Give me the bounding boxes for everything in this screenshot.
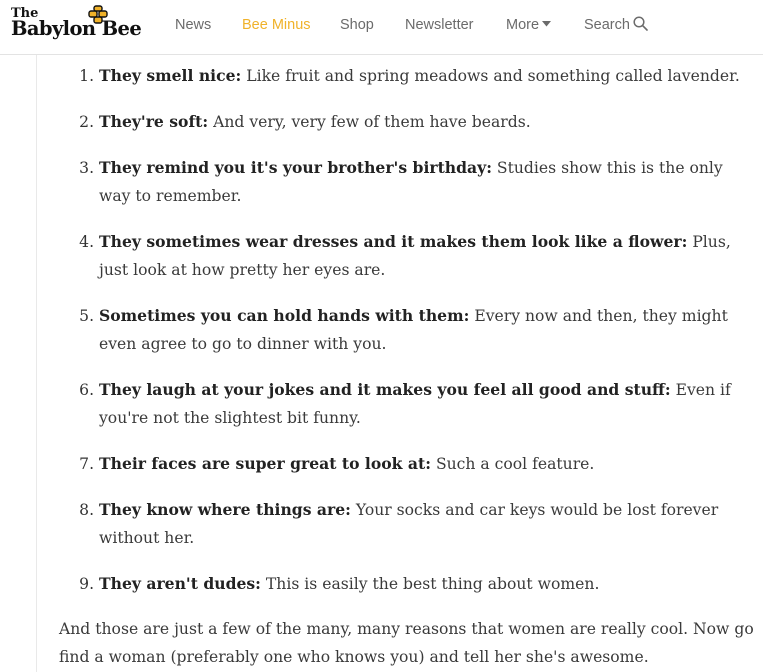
search-icon [633, 16, 648, 31]
reason-title: They smell nice: [99, 66, 242, 85]
list-item [99, 496, 759, 552]
reason-text: Such a cool feature. [435, 455, 595, 473]
list-item [99, 228, 759, 284]
nav-bee-minus[interactable]: Bee Minus [242, 17, 311, 33]
site-header [0, 0, 763, 55]
reason-title: They're soft: [99, 112, 209, 131]
nav-news[interactable]: News [175, 17, 212, 33]
nav-shop[interactable]: Shop [340, 17, 374, 33]
closing-paragraph: And those are just a few of the many, many reasons that women are really cool. Now go find a woman (preferably one who knows you) and tell her she's awesome. [59, 620, 754, 666]
reason-title: They laugh at your jokes and it makes you feel all good and stuff: [99, 380, 671, 399]
reason-text: Even if you're not the slightest bit funny. [99, 381, 731, 427]
logo-the-text: The [11, 6, 39, 21]
nav-newsletter[interactable]: Newsletter [405, 17, 474, 33]
list-item [99, 376, 759, 432]
reason-title: They know where things are: [99, 500, 351, 519]
reason-title: Sometimes you can hold hands with them: [99, 306, 470, 325]
nav-more-label: More [506, 17, 540, 33]
reason-title: They sometimes wear dresses and it makes them look like a flower: [99, 232, 688, 251]
reason-text: Your socks and car keys would be lost forever without her. [99, 501, 719, 547]
nav-more[interactable] [506, 17, 551, 33]
reason-text: Like fruit and spring meadows and something called lavender. [246, 67, 740, 85]
reason-text: Plus, just look at how pretty her eyes are. [99, 233, 731, 279]
reason-title: Their faces are super great to look at: [99, 454, 431, 473]
site-logo[interactable] [11, 5, 146, 49]
list-item [99, 570, 759, 598]
reason-text: And very, very few of them have beards. [213, 113, 531, 131]
reason-title: They remind you it's your brother's birthday: [99, 158, 492, 177]
list-item [99, 154, 759, 210]
list-item [99, 62, 759, 90]
reason-title: They aren't dudes: [99, 574, 261, 593]
caret-down-icon [542, 21, 551, 27]
list-item [99, 302, 759, 358]
reason-text: This is easily the best thing about women. [265, 575, 600, 593]
reasons-list [99, 62, 759, 616]
logo-name-text: Babylon Bee [11, 17, 142, 40]
nav-search[interactable] [584, 17, 648, 33]
list-item [99, 108, 759, 136]
content-rule [36, 55, 37, 672]
nav-search-label: Search [584, 17, 630, 33]
list-item [99, 450, 759, 478]
reason-text: Studies show this is the only way to remember. [99, 159, 723, 205]
reason-text: Every now and then, they might even agree to go to dinner with you. [99, 307, 728, 353]
